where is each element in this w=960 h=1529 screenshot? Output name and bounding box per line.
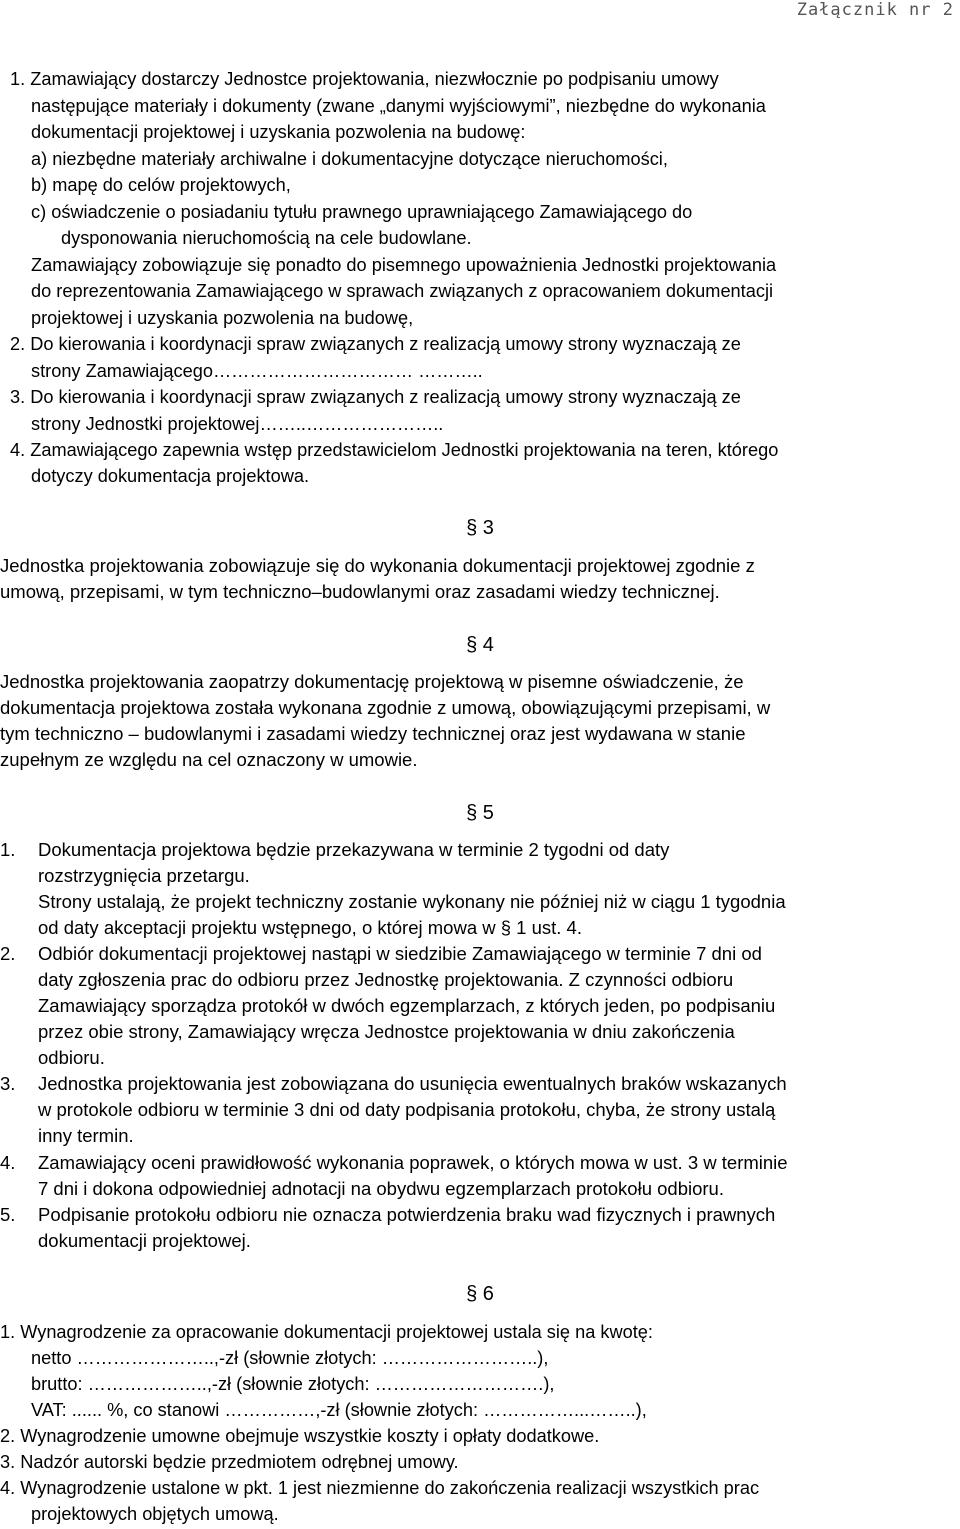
section1-line: projektowej i uzyskania pozwolenia na budowę, [31, 308, 414, 328]
para5-line: od daty akceptacji projektu wstępnego, o której mowa w § 1 ust. 4. [38, 917, 582, 938]
attachment-header: Załącznik nr 2 [796, 0, 954, 20]
section2-line: dotyczy dokumentacja projektowa. [31, 466, 310, 486]
para5-line: przez obie strony, Zamawiający wręcza Jednostce projektowania w dniu zakończenia [38, 1021, 735, 1042]
para6-line: VAT: ...... %, co stanowi ……………,-zł (słownie złotych: ……………...……..), [31, 1400, 647, 1420]
para5-line: inny termin. [38, 1125, 134, 1146]
para3-line: Jednostka projektowania zobowiązuje się do wykonania dokumentacji projektowej zgodnie z [0, 555, 755, 576]
section1-line: dokumentacji projektowej i uzyskania pozwolenia na budowę: [31, 122, 526, 142]
section1-line: następujące materiały i dokumenty (zwane „danymi wyjściowymi”, niezbędne do wykonania [31, 96, 766, 116]
para5-line: dokumentacji projektowej. [38, 1230, 251, 1251]
para6-line: brutto: ………………..,-zł (słownie złotych: ……………………….), [31, 1374, 555, 1394]
para5-line: Zamawiający sporządza protokół w dwóch egzemplarzach, z których jeden, po podpisaniu [38, 995, 776, 1016]
para6-line: projektowych objętych umową. [31, 1504, 279, 1524]
section1-line: c) oświadczenie o posiadaniu tytułu prawnego uprawniającego Zamawiającego do [31, 202, 693, 222]
section2-line: 4. Zamawiającego zapewnia wstęp przedstawicielom Jednostki projektowania na teren, którego [10, 440, 779, 460]
section2-line: 2. Do kierowania i koordynacji spraw związanych z realizacją umowy strony wyznaczają ze [10, 334, 741, 354]
section1-line: b) mapę do celów projektowych, [31, 175, 291, 195]
para6-line: 3. Nadzór autorski będzie przedmiotem odrębnej umowy. [0, 1452, 459, 1472]
paragraph-heading: § 3 [466, 517, 494, 539]
para5-line: Strony ustalają, że projekt techniczny zostanie wykonany nie później niż w ciągu 1 tygodnia [38, 891, 786, 912]
para4-line: dokumentacja projektowa została wykonana zgodnie z umową, obowiązującymi przepisami, w [0, 697, 771, 718]
para5-line: w protokole odbioru w terminie 3 dni od daty podpisania protokołu, chyba, że strony ustalą [38, 1099, 776, 1120]
para5-line: Jednostka projektowania jest zobowiązana do usunięcia ewentualnych braków wskazanych [38, 1073, 787, 1094]
para6-line: 2. Wynagrodzenie umowne obejmuje wszystkie koszty i opłaty dodatkowe. [0, 1426, 600, 1446]
para3-line: umową, przepisami, w tym techniczno–budowlanymi oraz zasadami wiedzy technicznej. [0, 581, 720, 602]
section2-line: 3. Do kierowania i koordynacji spraw związanych z realizacją umowy strony wyznaczają ze [10, 387, 741, 407]
para5-line: daty zgłoszenia prac do odbioru przez Jednostkę projektowania. Z czynności odbioru [38, 969, 734, 990]
para6-line: 4. Wynagrodzenie ustalone w pkt. 1 jest niezmienne do zakończenia realizacji wszystkich prac [0, 1478, 760, 1498]
section1-line: a) niezbędne materiały archiwalne i dokumentacyjne dotyczące nieruchomości, [31, 149, 668, 169]
paragraph-heading: § 5 [466, 802, 494, 824]
para5-line: 7 dni i dokona odpowiedniej adnotacji na obydwu egzemplarzach protokołu odbioru. [38, 1178, 724, 1199]
para5-line: odbioru. [38, 1047, 105, 1068]
para4-line: zupełnym ze względu na cel oznaczony w umowie. [0, 749, 418, 770]
para5-line: Podpisanie protokołu odbioru nie oznacza potwierdzenia braku wad fizycznych i prawnych [38, 1204, 776, 1225]
list-number: 4. [0, 1152, 16, 1173]
paragraph-heading: § 4 [466, 634, 494, 656]
section2-line: strony Zamawiającego…………………………… ……….. [31, 361, 483, 381]
para5-line: rozstrzygnięcia przetargu. [38, 865, 250, 886]
para4-line: Jednostka projektowania zaopatrzy dokumentację projektową w pisemne oświadczenie, że [0, 671, 744, 692]
section1-line: 1. Zamawiający dostarczy Jednostce projektowania, niezwłocznie po podpisaniu umowy [10, 69, 719, 89]
list-number: 1. [0, 839, 16, 860]
section1-line: dysponowania nieruchomością na cele budowlane. [61, 228, 472, 248]
section2-line: strony Jednostki projektowej……..………………….. [31, 414, 444, 434]
list-number: 3. [0, 1073, 16, 1094]
section1-line: Zamawiający zobowiązuje się ponadto do pisemnego upoważnienia Jednostki projektowania [31, 255, 777, 275]
para4-line: tym techniczno – budowlanymi i zasadami wiedzy technicznej oraz jest wydawana w stanie [0, 723, 746, 744]
para6-line: netto …………………..,-zł (słownie złotych: ……………………..), [31, 1348, 549, 1368]
para5-line: Odbiór dokumentacji projektowej nastąpi w siedzibie Zamawiającego w terminie 7 dni od [38, 943, 762, 964]
list-number: 2. [0, 943, 16, 964]
para5-line: Dokumentacja projektowa będzie przekazywana w terminie 2 tygodni od daty [38, 839, 670, 860]
paragraph-heading: § 6 [466, 1283, 494, 1305]
para5-line: Zamawiający oceni prawidłowość wykonania poprawek, o których mowa w ust. 3 w terminie [38, 1152, 788, 1173]
section1-line: do reprezentowania Zamawiającego w sprawach związanych z opracowaniem dokumentacji [31, 281, 774, 301]
list-number: 5. [0, 1204, 16, 1225]
para6-line: 1. Wynagrodzenie za opracowanie dokumentacji projektowej ustala się na kwotę: [0, 1322, 653, 1342]
